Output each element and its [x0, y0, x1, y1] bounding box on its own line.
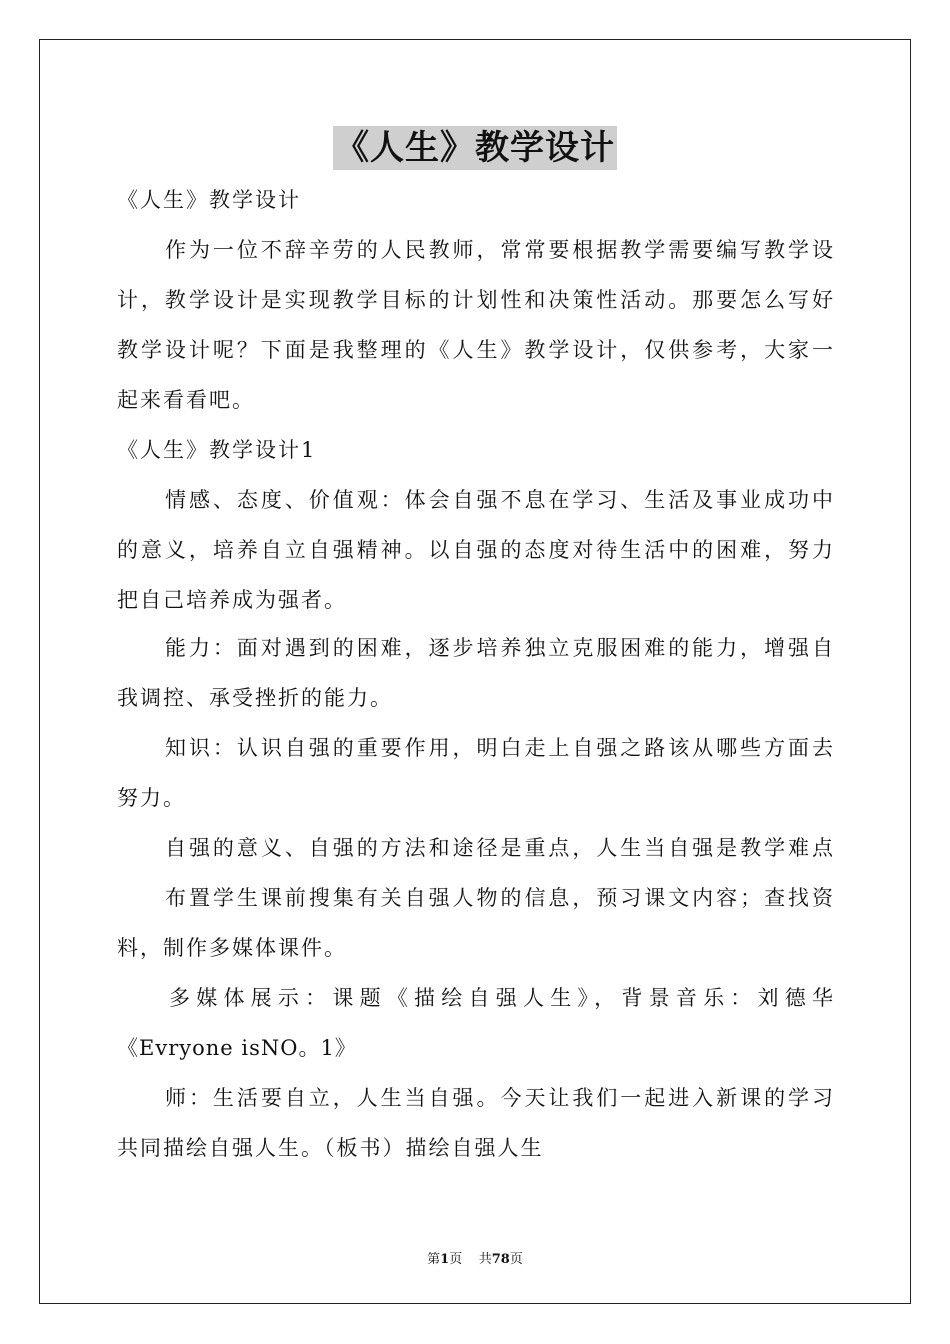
footer-total-suffix: 页 [509, 1252, 523, 1267]
doc-line-heading-1: 《人生》教学设计1 [117, 438, 317, 462]
footer-page-suffix: 页 [449, 1252, 463, 1267]
doc-line-p8-1: 师：生活要自立，人生当自强。今天让我们一起进入新课的学习 [165, 1086, 833, 1110]
page-footer [0, 1248, 950, 1267]
doc-line-p6-2: 料，制作多媒体课件。 [117, 936, 347, 960]
doc-line-p8-2: 共同描绘自强人生。（板书）描绘自强人生 [117, 1136, 544, 1160]
doc-line-p5-1: 自强的意义、自强的方法和途径是重点，人生当自强是教学难点 [165, 836, 833, 860]
document-title-wrap [0, 126, 950, 170]
footer-total-pages: 78 [491, 1252, 510, 1267]
doc-line-p1-1: 作为一位不辞辛劳的人民教师，常常要根据教学需要编写教学设 [165, 238, 833, 262]
doc-line-p1-2: 计，教学设计是实现教学目标的计划性和决策性活动。那要怎么写好 [117, 288, 833, 312]
footer-page-prefix: 第 [427, 1252, 441, 1267]
document-title: 《人生》教学设计 [335, 128, 615, 168]
doc-line-p2-2: 的意义，培养自立自强精神。以自强的态度对待生活中的困难，努力 [117, 538, 833, 562]
doc-line-subtitle: 《人生》教学设计 [117, 188, 301, 212]
doc-line-p3-2: 我调控、承受挫折的能力。 [117, 686, 393, 710]
doc-line-p2-1: 情感、态度、价值观：体会自强不息在学习、生活及事业成功中 [165, 488, 833, 512]
doc-line-p7-1: 多媒体展示：课题《描绘自强人生》，背景音乐：刘德华 [169, 986, 833, 1010]
doc-line-p6-1: 布置学生课前搜集有关自强人物的信息，预习课文内容；查找资 [165, 886, 833, 910]
doc-line-p1-4: 起来看看吧。 [117, 388, 255, 412]
doc-line-p7-2: 《Evryone isNO。1》 [117, 1036, 357, 1060]
doc-line-p1-3: 教学设计呢？下面是我整理的《人生》教学设计，仅供参考，大家一 [117, 338, 833, 362]
footer-total-prefix: 共 [478, 1252, 492, 1267]
doc-line-p4-2: 努力。 [117, 786, 186, 810]
doc-line-p2-3: 把自己培养成为强者。 [117, 588, 347, 612]
page-border [39, 39, 911, 1304]
doc-line-p4-1: 知识：认识自强的重要作用，明白走上自强之路该从哪些方面去 [165, 736, 833, 760]
footer-page-number: 1 [440, 1252, 450, 1267]
doc-line-p3-1: 能力：面对遇到的困难，逐步培养独立克服困难的能力，增强自 [165, 636, 833, 660]
